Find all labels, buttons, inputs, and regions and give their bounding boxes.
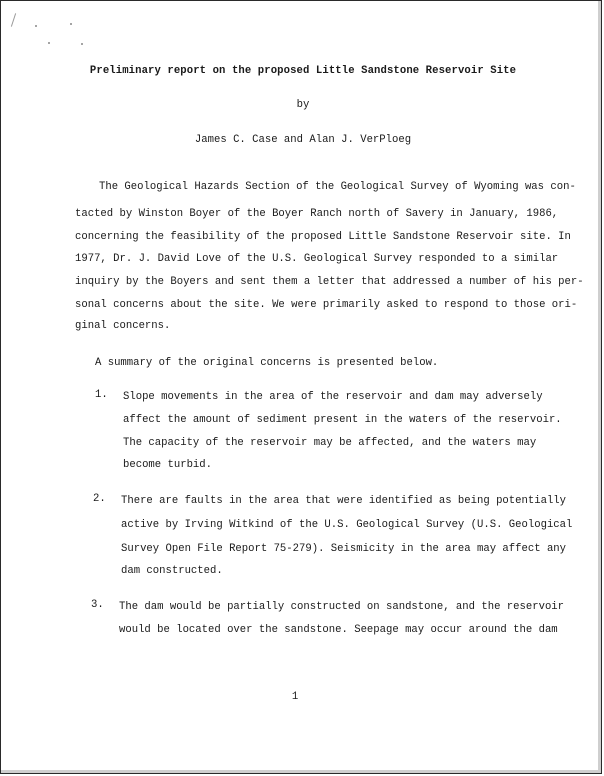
- concern-line: The capacity of the reservoir may be affected, and the waters may: [123, 437, 537, 449]
- concern-line: The dam would be partially constructed on sandstone, and the reservoir: [119, 601, 565, 613]
- scan-speck: [48, 42, 50, 44]
- intro-line: tacted by Winston Boyer of the Boyer Ranch north of Savery in January, 1986,: [75, 208, 559, 220]
- concern-number: 1.: [95, 389, 108, 401]
- concern-line: affect the amount of sediment present in the waters of the reservoir.: [123, 414, 562, 426]
- scan-speck: [70, 23, 72, 25]
- byline-by: by: [296, 99, 310, 111]
- report-title: Preliminary report on the proposed Little Sandstone Reservoir Site: [89, 65, 517, 77]
- scan-scratch: [11, 13, 16, 27]
- concern-line: become turbid.: [123, 459, 213, 471]
- intro-line: concerning the feasibility of the proposed Little Sandstone Reservoir site. In: [75, 231, 571, 243]
- concern-number: 3.: [91, 599, 104, 611]
- concern-line: There are faults in the area that were identified as being potentially: [121, 495, 567, 507]
- concern-line: dam constructed.: [121, 565, 223, 577]
- authors: James C. Case and Alan J. VerPloeg: [194, 134, 412, 146]
- page-number: 1: [291, 691, 299, 703]
- intro-line: sonal concerns about the site. We were primarily asked to respond to those ori-: [75, 299, 578, 311]
- concern-number: 2.: [93, 493, 106, 505]
- intro-line: The Geological Hazards Section of the Geological Survey of Wyoming was con-: [99, 181, 576, 193]
- intro-line: 1977, Dr. J. David Love of the U.S. Geological Survey responded to a similar: [75, 253, 559, 265]
- intro-line: inquiry by the Boyers and sent them a letter that addressed a number of his per-: [75, 276, 584, 288]
- intro-line: ginal concerns.: [75, 320, 171, 332]
- concern-line: Survey Open File Report 75-279). Seismicity in the area may affect any: [121, 543, 567, 555]
- scan-speck: [81, 43, 83, 45]
- concern-line: Slope movements in the area of the reservoir and dam may adversely: [123, 391, 543, 403]
- summary-intro: A summary of the original concerns is presented below.: [95, 357, 439, 369]
- scan-speck: [35, 25, 37, 27]
- concern-line: active by Irving Witkind of the U.S. Geological Survey (U.S. Geological: [121, 519, 573, 531]
- concern-line: would be located over the sandstone. Seepage may occur around the dam: [119, 624, 558, 636]
